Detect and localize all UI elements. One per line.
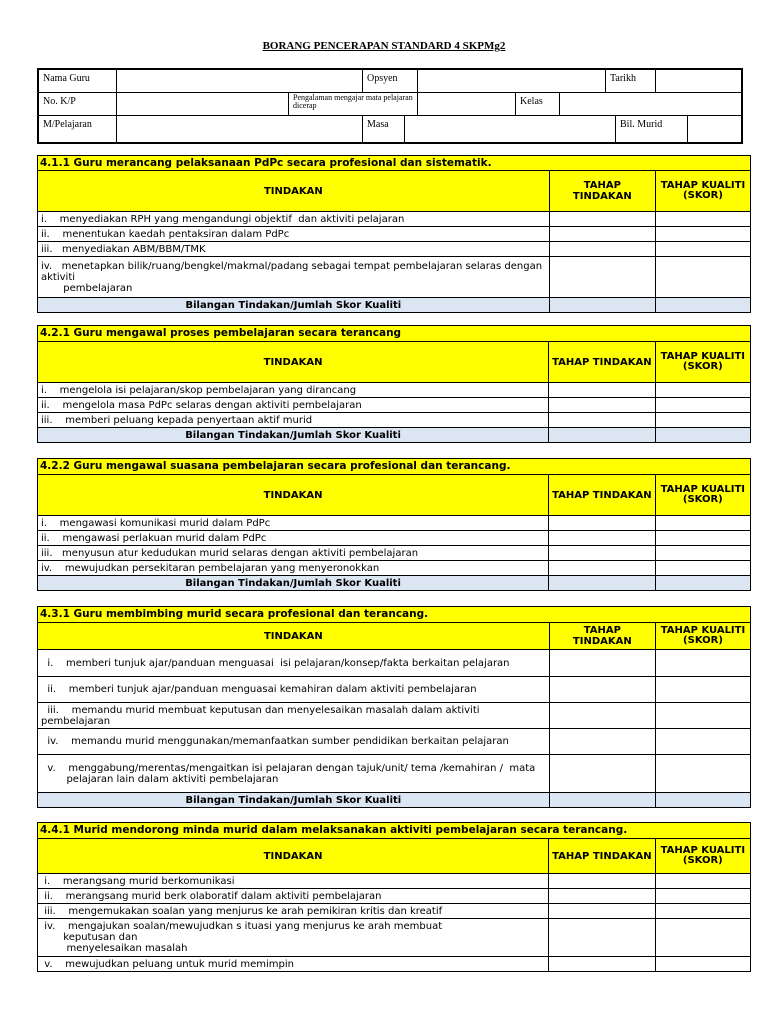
footer-label: Bilangan Tindakan/Jumlah Skor Kualiti xyxy=(38,793,550,808)
total-skor-cell[interactable] xyxy=(655,793,750,808)
tahap-tindakan-header: TAHAP TINDAKAN xyxy=(549,475,656,516)
section-heading: 4.2.2 Guru mengawal suasana pembelajaran secara profesional dan terancang. xyxy=(38,459,751,475)
tahap-tindakan-cell[interactable] xyxy=(549,755,655,793)
tahap-kualiti-cell[interactable] xyxy=(655,561,750,576)
section-heading: 4.2.1 Guru mengawal proses pembelajaran secara terancang xyxy=(38,326,751,342)
tahap-tindakan-cell[interactable] xyxy=(549,242,655,257)
list-item: ii. mengelola masa PdPc selaras dengan aktiviti pembelajaran xyxy=(38,398,549,413)
list-item: iii. menyusun atur kedudukan murid selaras dengan aktiviti pembelajaran xyxy=(38,546,549,561)
tahap-tindakan-header: TAHAP TINDAKAN xyxy=(549,839,656,874)
tahap-tindakan-cell[interactable] xyxy=(549,703,655,729)
list-item: i. mengawasi komunikasi murid dalam PdPc xyxy=(38,516,549,531)
total-tindakan-cell[interactable] xyxy=(549,793,655,808)
bil-murid-label: Bil. Murid xyxy=(616,116,688,142)
tahap-kualiti-cell[interactable] xyxy=(655,677,750,703)
tahap-tindakan-cell[interactable] xyxy=(549,919,656,957)
tahap-kualiti-cell[interactable] xyxy=(655,546,750,561)
tahap-tindakan-cell[interactable] xyxy=(549,650,655,677)
list-item: i. mengelola isi pelajaran/skop pembelajaran yang dirancang xyxy=(38,383,549,398)
section-heading: 4.1.1 Guru merancang pelaksanaan PdPc secara profesional dan sistematik. xyxy=(38,156,751,171)
tahap-kualiti-cell[interactable] xyxy=(655,242,750,257)
section-4-3-1 xyxy=(37,606,751,808)
tahap-kualiti-cell[interactable] xyxy=(655,650,750,677)
tahap-kualiti-cell[interactable] xyxy=(655,957,750,972)
tahap-kualiti-cell[interactable] xyxy=(655,383,750,398)
tahap-tindakan-cell[interactable] xyxy=(549,398,656,413)
total-tindakan-cell[interactable] xyxy=(549,428,656,443)
list-item: ii. mengawasi perlakuan murid dalam PdPc xyxy=(38,531,549,546)
tindakan-header: TINDAKAN xyxy=(38,171,550,212)
tahap-tindakan-cell[interactable] xyxy=(549,227,655,242)
tahap-kualiti-cell[interactable] xyxy=(655,729,750,755)
section-heading: 4.4.1 Murid mendorong minda murid dalam melaksanakan aktiviti pembelajaran secara terancang. xyxy=(38,823,751,839)
tahap-tindakan-cell[interactable] xyxy=(549,546,656,561)
tahap-kualiti-cell[interactable] xyxy=(655,257,750,298)
list-item: ii. memberi tunjuk ajar/panduan menguasai kemahiran dalam aktiviti pembelajaran xyxy=(38,677,550,703)
opsyen-field[interactable] xyxy=(418,70,606,92)
list-item: iii. memberi peluang kepada penyertaan aktif murid xyxy=(38,413,549,428)
tahap-kualiti-cell[interactable] xyxy=(655,531,750,546)
total-tindakan-cell[interactable] xyxy=(549,576,656,591)
tahap-tindakan-cell[interactable] xyxy=(549,729,655,755)
no-kp-field[interactable] xyxy=(117,93,289,115)
total-skor-cell[interactable] xyxy=(655,298,750,313)
list-item: iv. mengajukan soalan/mewujudkan s ituasi yang menjurus ke arah membuat keputusan dan menyelesaikan masalah xyxy=(38,919,549,957)
tahap-tindakan-cell[interactable] xyxy=(549,257,655,298)
tahap-kualiti-cell[interactable] xyxy=(655,874,750,889)
tahap-tindakan-cell[interactable] xyxy=(549,516,656,531)
tahap-kualiti-cell[interactable] xyxy=(655,755,750,793)
tahap-tindakan-cell[interactable] xyxy=(549,889,656,904)
masa-label: Masa xyxy=(363,116,405,142)
list-item: ii. merangsang murid berk olaboratif dalam aktiviti pembelajaran xyxy=(38,889,549,904)
tahap-kualiti-cell[interactable] xyxy=(655,904,750,919)
list-item: i. menyediakan RPH yang mengandungi objektif dan aktiviti pelajaran xyxy=(38,212,550,227)
tahap-tindakan-cell[interactable] xyxy=(549,874,656,889)
tahap-kualiti-header: TAHAP KUALITI (SKOR) xyxy=(655,342,750,383)
tahap-kualiti-cell[interactable] xyxy=(655,398,750,413)
list-item: iii. menyediakan ABM/BBM/TMK xyxy=(38,242,550,257)
tahap-tindakan-cell[interactable] xyxy=(549,957,656,972)
mpelajaran-field[interactable] xyxy=(117,116,363,142)
tindakan-header: TINDAKAN xyxy=(38,839,549,874)
tahap-tindakan-header: TAHAP TINDAKAN xyxy=(549,342,656,383)
list-item: ii. menentukan kaedah pentaksiran dalam PdPc xyxy=(38,227,550,242)
tahap-kualiti-cell[interactable] xyxy=(655,516,750,531)
total-tindakan-cell[interactable] xyxy=(549,298,655,313)
pengalaman-label: Pengalaman mengajar mata pelajaran dicerap xyxy=(289,93,418,115)
teacher-info-table xyxy=(37,68,743,144)
masa-field[interactable] xyxy=(405,116,616,142)
nama-guru-label: Nama Guru xyxy=(39,70,117,92)
section-4-4-1 xyxy=(37,822,751,972)
tahap-kualiti-cell[interactable] xyxy=(655,703,750,729)
tahap-tindakan-cell[interactable] xyxy=(549,904,656,919)
list-item: i. memberi tunjuk ajar/panduan menguasai isi pelajaran/konsep/fakta berkaitan pelajaran xyxy=(38,650,550,677)
kelas-label: Kelas xyxy=(516,93,560,115)
footer-label: Bilangan Tindakan/Jumlah Skor Kualiti xyxy=(38,428,549,443)
tindakan-header: TINDAKAN xyxy=(38,623,550,650)
tahap-kualiti-header: TAHAP KUALITI (SKOR) xyxy=(655,839,750,874)
nama-guru-field[interactable] xyxy=(117,70,363,92)
opsyen-label: Opsyen xyxy=(363,70,418,92)
tahap-tindakan-cell[interactable] xyxy=(549,212,655,227)
section-heading: 4.3.1 Guru membimbing murid secara profesional dan terancang. xyxy=(38,607,751,623)
tarikh-field[interactable] xyxy=(656,70,741,92)
kelas-field[interactable] xyxy=(560,93,741,115)
list-item: iii. memandu murid membuat keputusan dan menyelesaikan masalah dalam aktiviti pembelajaran xyxy=(38,703,550,729)
list-item: iv. memandu murid menggunakan/memanfaatkan sumber pendidikan berkaitan pelajaran xyxy=(38,729,550,755)
no-kp-label: No. K/P xyxy=(39,93,117,115)
tahap-kualiti-cell[interactable] xyxy=(655,889,750,904)
tindakan-header: TINDAKAN xyxy=(38,342,549,383)
section-4-1-1 xyxy=(37,155,751,313)
tahap-kualiti-cell[interactable] xyxy=(655,413,750,428)
total-skor-cell[interactable] xyxy=(655,576,750,591)
tarikh-label: Tarikh xyxy=(606,70,656,92)
list-item: iv. menetapkan bilik/ruang/bengkel/makmal/padang sebagai tempat pembelajaran selaras dengan aktiviti pembelajaran xyxy=(38,257,550,298)
tahap-kualiti-cell[interactable] xyxy=(655,919,750,957)
list-item: v. mewujudkan peluang untuk murid memimpin xyxy=(38,957,549,972)
list-item: v. menggabung/merentas/mengaitkan isi pelajaran dengan tajuk/unit/ tema /kemahiran / mata pelajaran lain dalam aktiviti pembelajaran xyxy=(38,755,550,793)
bil-murid-field[interactable] xyxy=(688,116,741,142)
total-skor-cell[interactable] xyxy=(655,428,750,443)
footer-label: Bilangan Tindakan/Jumlah Skor Kualiti xyxy=(38,298,550,313)
list-item: iv. mewujudkan persekitaran pembelajaran yang menyeronokkan xyxy=(38,561,549,576)
mpelajaran-label: M/Pelajaran xyxy=(39,116,117,142)
tahap-kualiti-cell[interactable] xyxy=(655,212,750,227)
tahap-kualiti-header: TAHAP KUALITI (SKOR) xyxy=(655,171,750,212)
tahap-tindakan-cell[interactable] xyxy=(549,413,656,428)
tahap-kualiti-header: TAHAP KUALITI (SKOR) xyxy=(655,475,750,516)
tahap-tindakan-header: TAHAP TINDAKAN xyxy=(549,171,655,212)
tahap-tindakan-header: TAHAP TINDAKAN xyxy=(549,623,655,650)
tahap-tindakan-cell[interactable] xyxy=(549,531,656,546)
section-4-2-1 xyxy=(37,325,751,443)
tahap-tindakan-cell[interactable] xyxy=(549,383,656,398)
list-item: i. merangsang murid berkomunikasi xyxy=(38,874,549,889)
list-item: iii. mengemukakan soalan yang menjurus ke arah pemikiran kritis dan kreatif xyxy=(38,904,549,919)
pengalaman-field[interactable] xyxy=(418,93,516,115)
tahap-tindakan-cell[interactable] xyxy=(549,677,655,703)
tahap-kualiti-header: TAHAP KUALITI (SKOR) xyxy=(655,623,750,650)
page-title: BORANG PENCERAPAN STANDARD 4 SKPMg2 xyxy=(262,40,506,52)
tindakan-header: TINDAKAN xyxy=(38,475,549,516)
tahap-kualiti-cell[interactable] xyxy=(655,227,750,242)
tahap-tindakan-cell[interactable] xyxy=(549,561,656,576)
section-4-2-2 xyxy=(37,458,751,591)
footer-label: Bilangan Tindakan/Jumlah Skor Kualiti xyxy=(38,576,549,591)
